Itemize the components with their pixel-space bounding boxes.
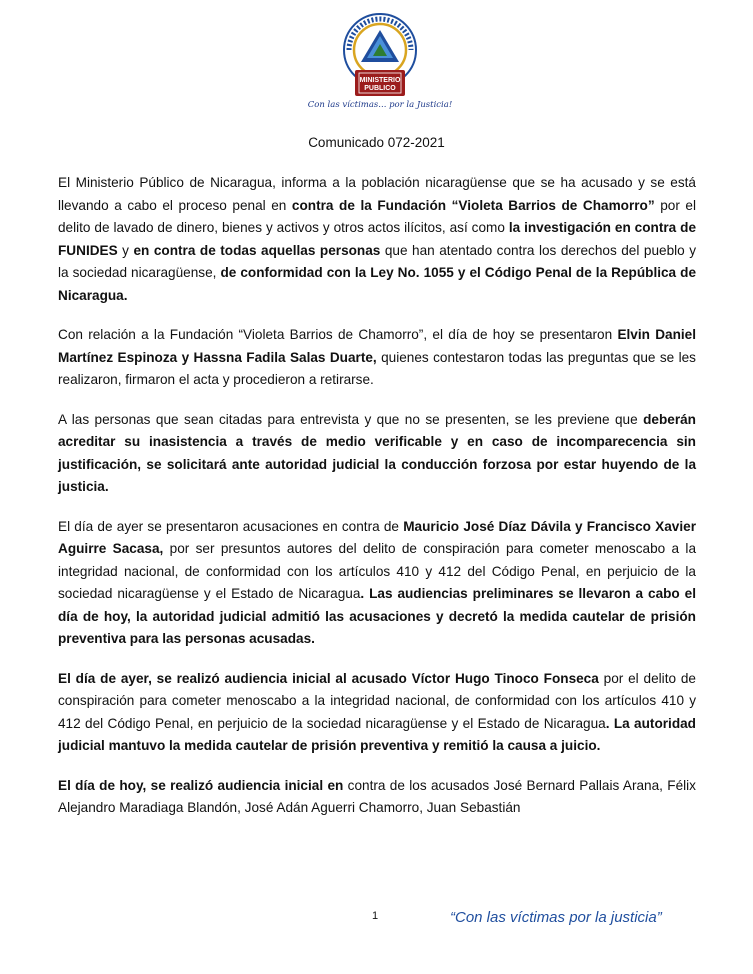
text-run: por el delito de conspiración para cometer menoscabo a la integridad nacional, de conformidad con los artículos 410 y 412 del Código Penal, en perjuicio de la sociedad nicaragüense y el Estado de Nicaragua <box>58 670 696 731</box>
svg-text:PUBLICO: PUBLICO <box>364 85 396 92</box>
text-run: A las personas que sean citadas para entrevista y que no se presenten, se les previene que <box>58 411 644 427</box>
page-number: 1 <box>372 910 379 922</box>
bold-text-run: El día de ayer, se realizó audiencia inicial al acusado Víctor Hugo Tinoco Fonseca <box>58 670 599 686</box>
bold-text-run: contra de la Fundación “Violeta Barrios de Chamorro” <box>291 197 655 213</box>
svg-text:MINISTERIO: MINISTERIO <box>359 77 401 84</box>
page-title: Comunicado 072-2021 <box>308 135 445 150</box>
bold-text-run: . Las audiencias preliminares se llevaron a cabo el día de hoy, la autoridad judicial admitió las acusaciones y decretó la medida cautelar de prisión preventiva para las personas acusadas. <box>58 586 696 646</box>
bold-text-run: El día de hoy, se realizó audiencia inicial en <box>58 777 344 793</box>
document-body <box>58 172 696 837</box>
text-run: quienes contestaron todas las preguntas que se les realizaron, firmaron el acta y procedieron a retirarse. <box>58 349 696 387</box>
bold-text-run: de conformidad con la Ley No. 1055 y el Código Penal de la República de Nicaragua. <box>58 265 697 303</box>
paragraph <box>58 668 696 758</box>
text-run: y <box>117 242 134 258</box>
bold-text-run: Elvin Daniel Martínez Espinoza y Hassna Fadila Salas Duarte, <box>58 327 697 365</box>
paragraph <box>58 172 696 307</box>
bold-text-run: deberán acreditar su inasistencia a través de medio verificable y en caso de incomparecencia sin justificación, se solicitará ante autoridad judicial la conducción forzosa por estar huyendo de la justicia. <box>58 411 696 494</box>
bold-text-run: en contra de todas aquellas personas <box>133 242 381 258</box>
bold-text-run: la investigación en contra de FUNIDES <box>58 220 697 258</box>
bold-text-run: . La autoridad judicial mantuvo la medida cautelar de prisión preventiva y remitió la causa a juicio. <box>58 715 696 753</box>
footer-motto: “Con las víctimas por la justicia” <box>450 909 662 926</box>
paragraph <box>58 409 696 499</box>
paragraph <box>58 775 696 820</box>
ministerio-publico-logo <box>305 12 455 112</box>
text-run: por ser presuntos autores del delito de conspiración para cometer menoscabo a la integridad nacional, de conformidad con los artículos 410 y 412 del Código Penal, en perjuicio de la sociedad nicaragüense y el Estado de Nicaragua <box>58 541 697 601</box>
bold-text-run: Mauricio José Díaz Dávila y Francisco Xavier Aguirre Sacasa, <box>58 518 696 556</box>
text-run: El día de ayer se presentaron acusaciones en contra de <box>58 518 404 534</box>
text-run: Con relación a la Fundación “Violeta Barrios de Chamorro”, el día de hoy se presentaron <box>58 327 618 342</box>
paragraph <box>58 324 696 392</box>
text-run: El Ministerio Público de Nicaragua, informa a la población nicaragüense que se ha acusado y se está llevando a cabo el proceso penal en <box>58 175 696 213</box>
text-run: que han atentado contra los derechos del pueblo y la sociedad nicaragüense, <box>58 242 697 280</box>
text-run: contra de los acusados José Bernard Pallais Arana, Félix Alejandro Maradiaga Blandón, José Adán Aguerri Chamorro, Juan Sebastián <box>58 777 696 815</box>
nicaragua-seal-icon <box>337 12 423 102</box>
text-run: por el delito de lavado de dinero, bienes y activos y otros actos ilícitos, así como <box>58 197 697 235</box>
paragraph <box>58 516 696 651</box>
logo-motto: Con las víctimas... por la Justicia! <box>307 100 453 110</box>
